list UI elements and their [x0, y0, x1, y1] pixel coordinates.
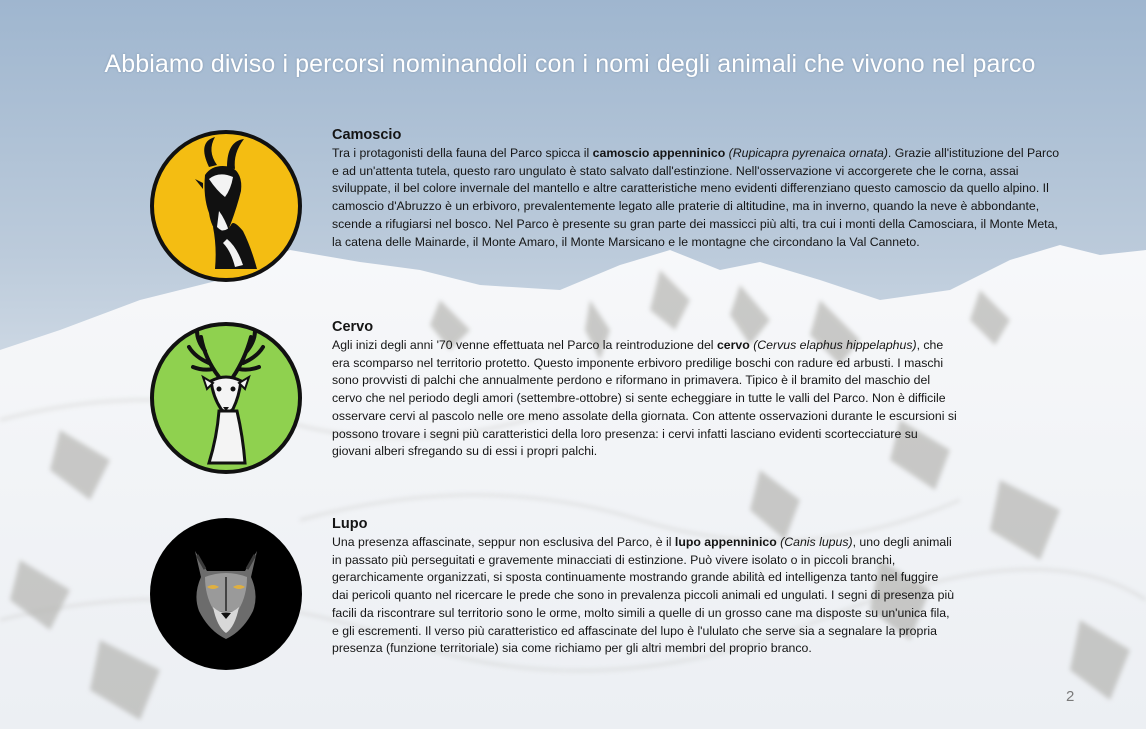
section-camoscio — [332, 127, 1062, 251]
section-title: Cervo — [332, 319, 374, 335]
wolf-icon — [147, 515, 305, 673]
page-number: 2 — [1066, 688, 1075, 705]
section-text: Tra i protagonisti della fauna del Parco spicca il camoscio appenninico (Rupicapra pyrenaica ornata). Grazie all'istituzione del Parco e ad un'attenta tutela, questo raro ungulato è stato salvato dall'estinzione. Nell'osservazione vi accorgerete che le corna, assai sviluppate, il bel colore invernale del mantello e altre caratteristiche meno evidenti differenziano questo camoscio da quello alpino. Il camoscio d'Abruzzo è un erbivoro, prevalentemente legato alle praterie di altitudine, ma in inverno, quando la neve è abbondante, scende a rifugiarsi nel bosco. Nel Parco è presente su gran parte dei massicci più alti, tra cui i monti della Camosciara, il Monte Meta, la catena delle Mainarde, il Monte Amaro, il Monte Marsicano e le montagne che circondano la Val Canneto. — [332, 146, 1060, 249]
section-title: Camoscio — [332, 127, 402, 143]
page-title: Abbiamo diviso i percorsi nominandoli con i nomi degli animali che vivono nel parco — [104, 50, 1036, 78]
deer-icon — [147, 319, 305, 477]
section-lupo — [332, 516, 957, 658]
section-text: Agli inizi degli anni '70 venne effettuata nel Parco la reintroduzione del cervo (Cervus elaphus hippelaphus), che era scomparso nel territorio protetto. Questo imponente erbivoro predilige boschi con radure ed arbusti. I maschi sono provvisti di palchi che annualmente perdono e riformano in primavera. Tipico è il bramito del maschio del cervo che nel periodo degli amori (settembre-ottobre) si sente echeggiare in tutte le valli del Parco. Non è difficile osservare cervi al pascolo nelle ore meno assolate della giornata. Con attente osservazioni durante le escursioni si possono trovare i segni più caratteristici della loro presenza: i cervi infatti lasciano evidenti scortecciature su giovani alberi sfregando su di essi i propri palchi. — [332, 338, 957, 459]
section-title: Lupo — [332, 516, 368, 532]
section-text: Una presenza affascinate, seppur non esclusiva del Parco, è il lupo appenninico (Canis lupus), uno degli animali in passato più perseguitati e gravemente minacciati di estinzione. Può vivere isolato o in piccoli branchi, gerarchicamente organizzati, si sposta continuamente mostrando grande abilità ed intelligenza tanto nel fuggire dai pericoli quanto nel ricercare le prede che sono in prevalenza piccoli animali ed ungulati. I segni di presenza più facili da riscontrare sul territorio sono le orme, molto simili a quelle di un grosso cane ma disposte su un'unica fila, e gli escrementi. Il verso più caratteristico ed affascinate del lupo è l'ululato che serve sia a segnalare la propria presenza (funzione territoriale) sia come richiamo per gli altri membri del proprio branco. — [332, 535, 955, 656]
chamois-icon — [147, 127, 305, 285]
section-cervo — [332, 319, 957, 461]
